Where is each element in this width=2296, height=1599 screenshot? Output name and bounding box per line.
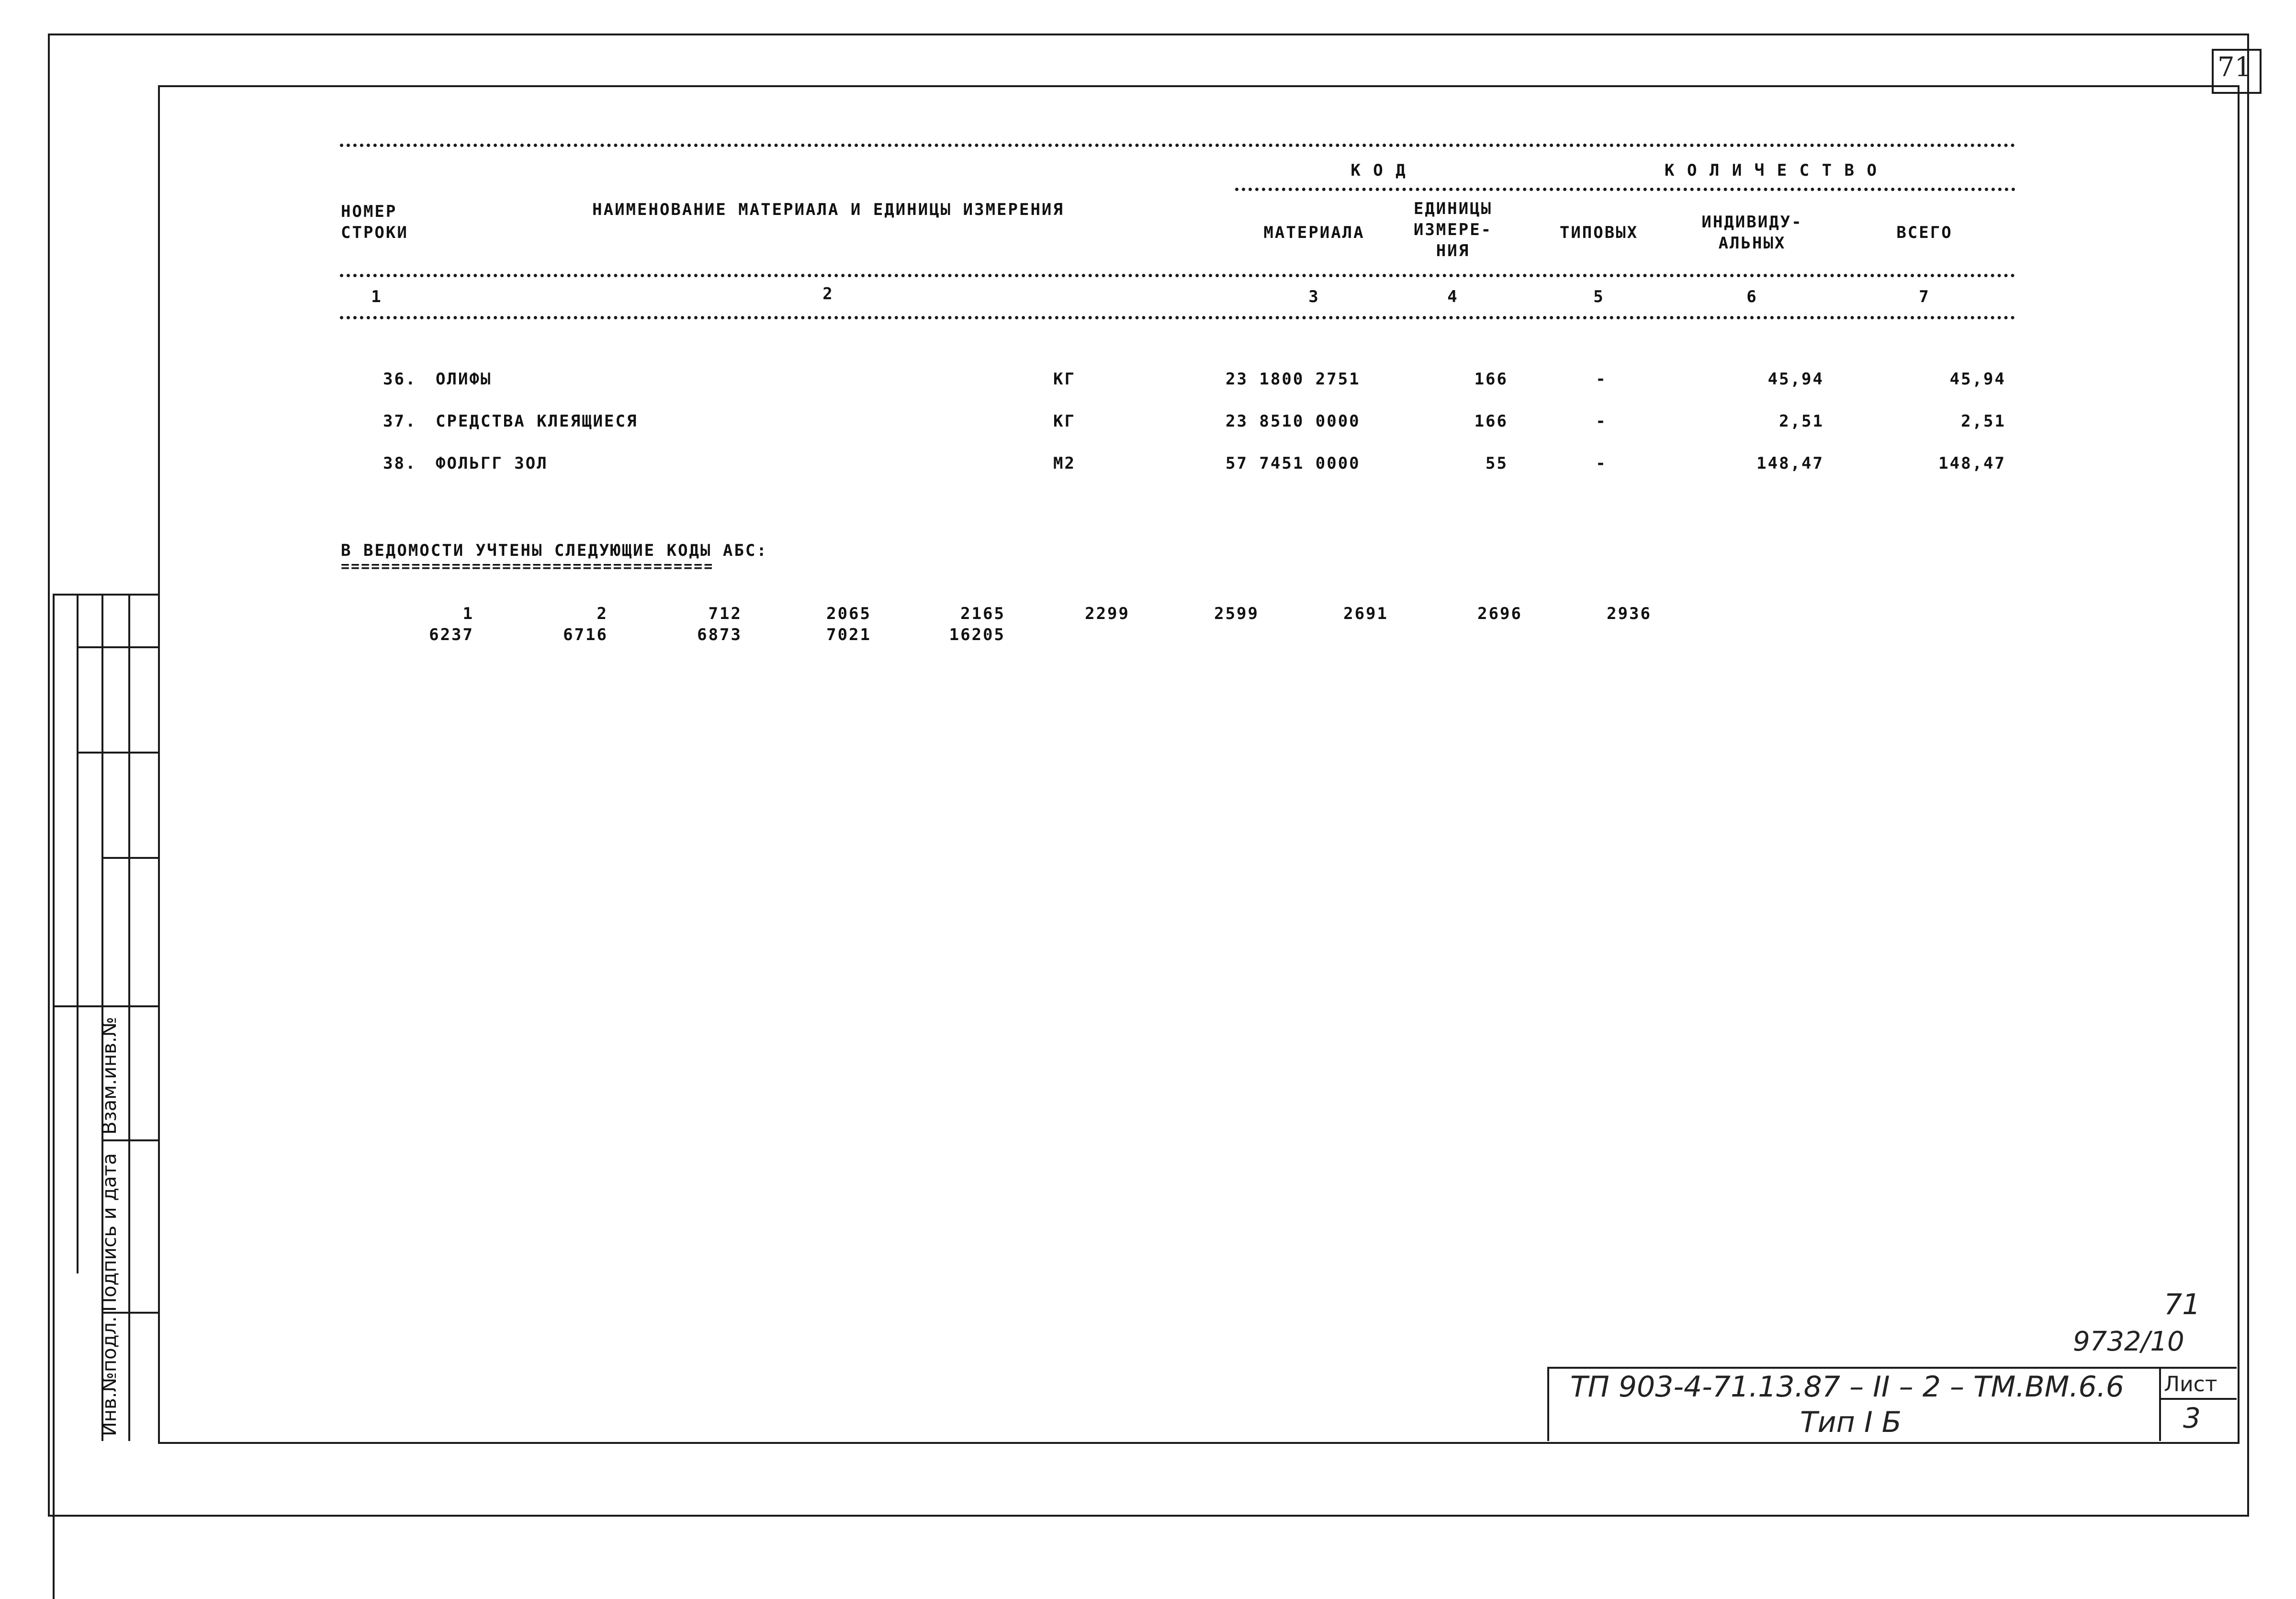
row-37-num: 37. [383,412,417,431]
row-36-unit: КГ [1053,370,1076,389]
header-top-rule [340,144,2015,147]
header-code-group: К О Д [1351,161,1407,180]
header-code-material: МАТЕРИАЛА [1263,223,1365,242]
header-qty-typical: ТИПОВЫХ [1559,223,1639,242]
colnum-1: 1 [371,287,383,306]
header-row-number: НОМЕР СТРОКИ [341,202,408,242]
abs-code: 2 [597,604,608,623]
row-37-code: 23 8510 0000 [1226,412,1361,431]
row-37-unit-code: 166 [1474,412,1508,431]
row-37-name: СРЕДСТВА КЛЕЯЩИЕСЯ [436,412,638,431]
row-37-total: 2,51 [1961,412,2006,431]
row-38-unit: М2 [1053,454,1076,473]
row-38-num: 38. [383,454,417,473]
row-36-code: 23 1800 2751 [1226,370,1361,389]
colnum-4: 4 [1447,287,1459,306]
row-36-individual: 45,94 [1767,370,1824,389]
stamp-line [77,752,159,754]
stamp-line [101,1139,159,1141]
archive-top: 71 [2164,1288,2201,1321]
stamp-podpis-data: Подпись и дата [99,1153,121,1312]
document-type: Тип I Б [1800,1406,1902,1439]
row-38-typical: - [1596,454,1607,473]
row-36-num: 36. [383,370,417,389]
header-code-unit: ЕДИНИЦЫ ИЗМЕРЕ- НИЯ [1413,199,1493,260]
title-block-top [1547,1367,2237,1369]
abs-code: 1 [462,604,474,623]
archive-bottom: 9732/10 [2073,1326,2184,1357]
row-38-unit-code: 55 [1486,454,1508,473]
stamp-line [77,646,159,648]
abs-code: 2599 [1214,604,1259,623]
document-designation: ТП 903-4-71.13.87 – II – 2 – ТМ.ВМ.6.6 [1570,1370,2124,1404]
sheet-box-left [2159,1367,2161,1441]
row-38-code: 57 7451 0000 [1226,454,1361,473]
abs-code: 6873 [697,625,742,644]
row-37-typical: - [1596,412,1607,431]
abs-code: 2065 [826,604,871,623]
stamp-line [101,857,159,859]
row-36-typical: - [1596,370,1607,389]
abs-note-underline: ===================================== [341,558,714,575]
abs-code: 2691 [1343,604,1388,623]
row-36-unit-code: 166 [1474,370,1508,389]
title-block-left [1547,1367,1549,1441]
abs-code: 16205 [949,625,1005,644]
abs-code: 6237 [429,625,474,644]
abs-code: 2696 [1477,604,1522,623]
header-sub-rule [1235,188,2015,191]
colnum-2: 2 [822,284,834,304]
colnum-6: 6 [1746,287,1758,306]
stamp-line [53,594,55,1599]
row-37-unit: КГ [1053,412,1076,431]
abs-code: 6716 [563,625,608,644]
abs-code: 712 [708,604,742,623]
stamp-line [53,1005,159,1007]
colnum-5: 5 [1593,287,1605,306]
row-38-individual: 148,47 [1756,454,1824,473]
stamp-line [128,594,130,1441]
stamp-line [101,1312,159,1314]
sheet-box-divider [2159,1398,2237,1400]
header-qty-total: ВСЕГО [1896,223,1953,242]
row-38-total: 148,47 [1938,454,2006,473]
row-36-total: 45,94 [1949,370,2006,389]
header-material-name: НАИМЕНОВАНИЕ МАТЕРИАЛА И ЕДИНИЦЫ ИЗМЕРЕНИЯ [592,200,1064,219]
stamp-vzam-inv: Взам.инв.№ [99,1016,121,1135]
colnum-7: 7 [1919,287,1930,306]
row-36-name: ОЛИФЫ [436,370,492,389]
stamp-line [77,594,79,1273]
abs-note-text: В ВЕДОМОСТИ УЧТЕНЫ СЛЕДУЮЩИЕ КОДЫ АБС: [341,541,768,560]
sheet-label: Лист [2164,1372,2217,1396]
colnum-3: 3 [1308,287,1320,306]
stamp-inv-podl: Инв.№подл. [99,1316,121,1436]
row-37-individual: 2,51 [1779,412,1824,431]
corner-sheet-number: 71 [2217,52,2252,83]
colnum-bottom-rule [340,316,2015,319]
header-qty-individual: ИНДИВИДУ- АЛЬНЫХ [1701,213,1803,253]
header-qty-group: К О Л И Ч Е С Т В О [1665,161,1878,180]
header-bottom-rule [340,274,2015,277]
abs-code: 2165 [960,604,1005,623]
stamp-line [53,594,159,596]
abs-code: 2936 [1607,604,1652,623]
row-38-name: ФОЛЬГГ ЗОЛ [436,454,548,473]
sheet-value: 3 [2183,1402,2201,1434]
abs-code: 2299 [1085,604,1130,623]
abs-code: 7021 [826,625,871,644]
